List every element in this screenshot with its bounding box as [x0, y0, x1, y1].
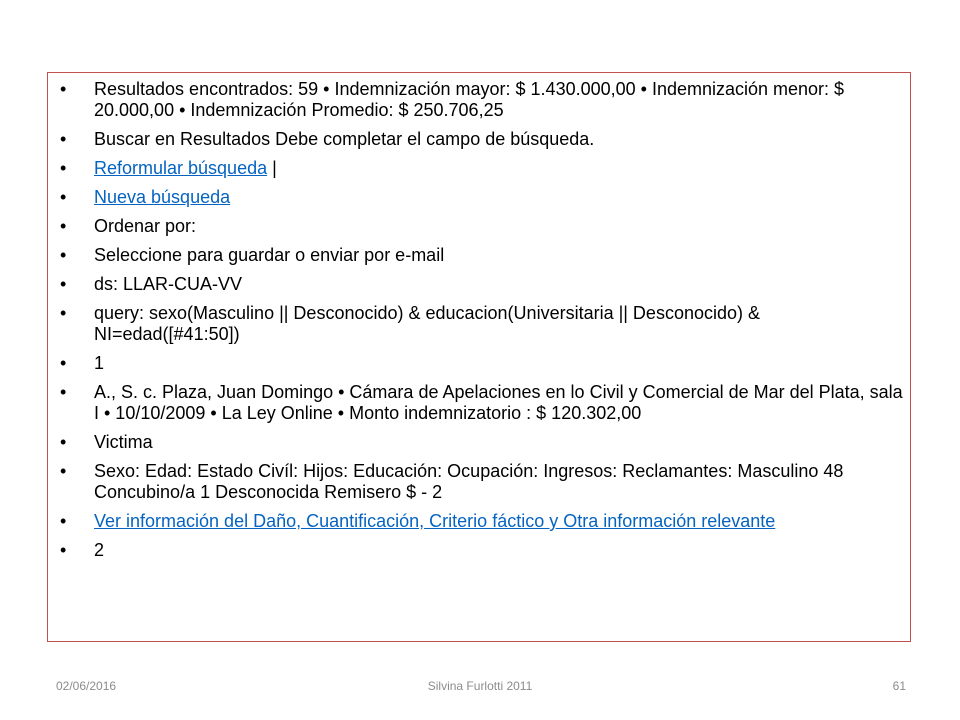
content-box [47, 72, 911, 642]
list-item-query [60, 303, 906, 345]
list-item-case-citation [60, 382, 906, 424]
ds-text: ds: LLAR-CUA-VV [94, 274, 243, 294]
list-item-save-email [60, 245, 906, 266]
new-search-link[interactable]: Nueva búsqueda [94, 187, 231, 207]
victim-text: Victima [94, 432, 153, 452]
result-number-2: 2 [94, 540, 105, 560]
list-item-result-number-2 [60, 540, 906, 561]
footer-author: Silvina Furlotti 2011 [427, 679, 533, 693]
bullet-list [60, 79, 906, 569]
footer-date: 02/06/2016 [56, 679, 117, 693]
list-item-more-info [60, 511, 906, 532]
list-item-results-summary [60, 79, 906, 121]
footer-page-number: 61 [892, 679, 906, 693]
list-item-sort-by [60, 216, 906, 237]
reformulate-search-link[interactable]: Reformular búsqueda [94, 158, 268, 178]
search-in-results-text: Buscar en Resultados Debe completar el campo de búsqueda. [94, 129, 595, 149]
query-text: query: sexo(Masculino || Desconocido) & educacion(Universitaria || Desconocido) & NI=edad([#41:50]) [94, 303, 760, 344]
result-number-1: 1 [94, 353, 105, 373]
save-email-text: Seleccione para guardar o enviar por e-mail [94, 245, 445, 265]
victim-details-text: Sexo: Edad: Estado Civíl: Hijos: Educación: Ocupación: Ingresos: Reclamantes: Masculino 48 Concubino/a 1 Desconocida Remisero $ - 2 [94, 461, 844, 502]
list-item-search-in-results [60, 129, 906, 150]
list-item-victim [60, 432, 906, 453]
sort-by-text: Ordenar por: [94, 216, 197, 236]
list-item-ds [60, 274, 906, 295]
case-citation-text: A., S. c. Plaza, Juan Domingo • Cámara de Apelaciones en lo Civil y Comercial de Mar del Plata, sala I • 10/10/2009 • La Ley Online • Monto indemnizatorio : $ 120.302,00 [94, 382, 903, 423]
list-item-result-number-1 [60, 353, 906, 374]
list-item-victim-details [60, 461, 906, 503]
reformulate-separator: | [267, 158, 277, 178]
more-info-link[interactable]: Ver información del Daño, Cuantificación, Criterio fáctico y Otra información relevante [94, 511, 776, 531]
list-item-reformulate [60, 158, 906, 179]
list-item-new-search [60, 187, 906, 208]
results-summary-text: Resultados encontrados: 59 • Indemnización mayor: $ 1.430.000,00 • Indemnización menor: $ 20.000,00 • Indemnización Promedio: $ 250.706,25 [94, 79, 845, 120]
